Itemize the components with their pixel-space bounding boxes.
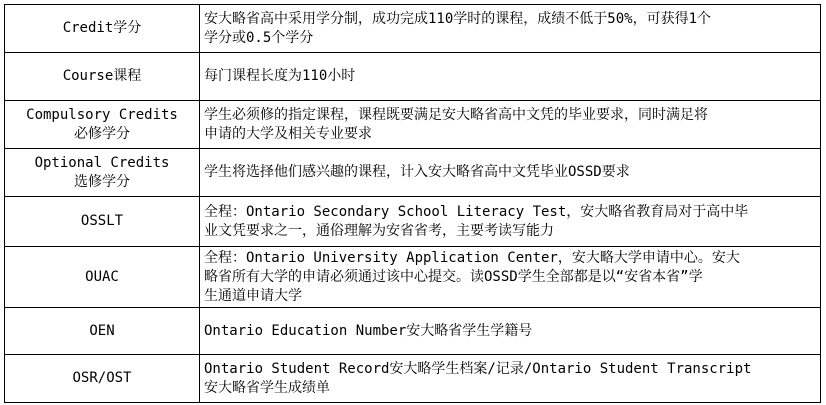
description-text: 学分或0.5个学分: [204, 29, 314, 46]
table-row: [5, 53, 821, 101]
term-cell: [5, 247, 200, 308]
description-text: 安大略省高中采用学分制，成功完成110学时的课程，成绩不低于50%，可获得1个: [204, 10, 711, 27]
term-text: Course课程: [62, 68, 142, 84]
term-text: 必修学分: [74, 125, 130, 142]
description-cell: [200, 5, 821, 53]
description-text: 全程：Ontario University Application Center，安大略大学申请中心。安大: [204, 249, 740, 266]
description-cell: [200, 308, 821, 355]
description-text: 申请的大学及相关专业要求: [204, 125, 372, 142]
description-text: Ontario Student Record安大略学生档案/记录/Ontario Student Transcript: [204, 360, 752, 377]
term-cell: [5, 149, 200, 197]
term-text: OSSLT: [80, 213, 124, 229]
description-cell: [200, 197, 821, 247]
table-row: [5, 247, 821, 308]
description-text: 学生必须修的指定课程，课程既要满足安大略省高中文凭的毕业要求，同时满足将: [204, 106, 708, 123]
table-row: [5, 149, 821, 197]
description-text: Ontario Education Number安大略省学生学籍号: [204, 322, 533, 339]
description-cell: [200, 53, 821, 101]
term-cell: [5, 355, 200, 403]
term-text: Optional Credits: [34, 154, 170, 171]
term-text: Compulsory Credits: [26, 106, 178, 123]
description-text: 略省所有大学的申请必须通过该中心提交。读OSSD学生全部都是以“安省本省”学: [204, 268, 703, 285]
description-text: 生通道申请大学: [204, 287, 302, 304]
table-row: [5, 308, 821, 355]
description-cell: [200, 247, 821, 308]
table-row: [5, 355, 821, 403]
term-text: OUAC: [85, 268, 119, 285]
glossary-table: [4, 4, 821, 403]
description-cell: [200, 149, 821, 197]
table-row: [5, 197, 821, 247]
description-cell: [200, 101, 821, 149]
term-cell: [5, 101, 200, 149]
term-cell: [5, 5, 200, 53]
description-cell: [200, 355, 821, 403]
description-text: 全程：Ontario Secondary School Literacy Test，安大略省教育局对于高中毕: [204, 203, 749, 220]
term-text: 选修学分: [74, 173, 130, 190]
term-text: OEN: [89, 322, 115, 339]
term-text: Credit学分: [62, 20, 142, 36]
table-row: [5, 5, 821, 53]
term-cell: [5, 308, 200, 355]
term-cell: [5, 197, 200, 247]
description-text: 业文凭要求之一，通俗理解为安省省考，主要考读写能力: [204, 222, 554, 239]
description-text: 学生将选择他们感兴趣的课程，计入安大略省高中文凭毕业OSSD要求: [204, 164, 630, 180]
description-text: 安大略省学生成绩单: [204, 379, 330, 396]
term-text: OSR/OST: [72, 370, 132, 386]
description-text: 每门课程长度为110小时: [204, 68, 356, 84]
term-cell: [5, 53, 200, 101]
table-row: [5, 101, 821, 149]
